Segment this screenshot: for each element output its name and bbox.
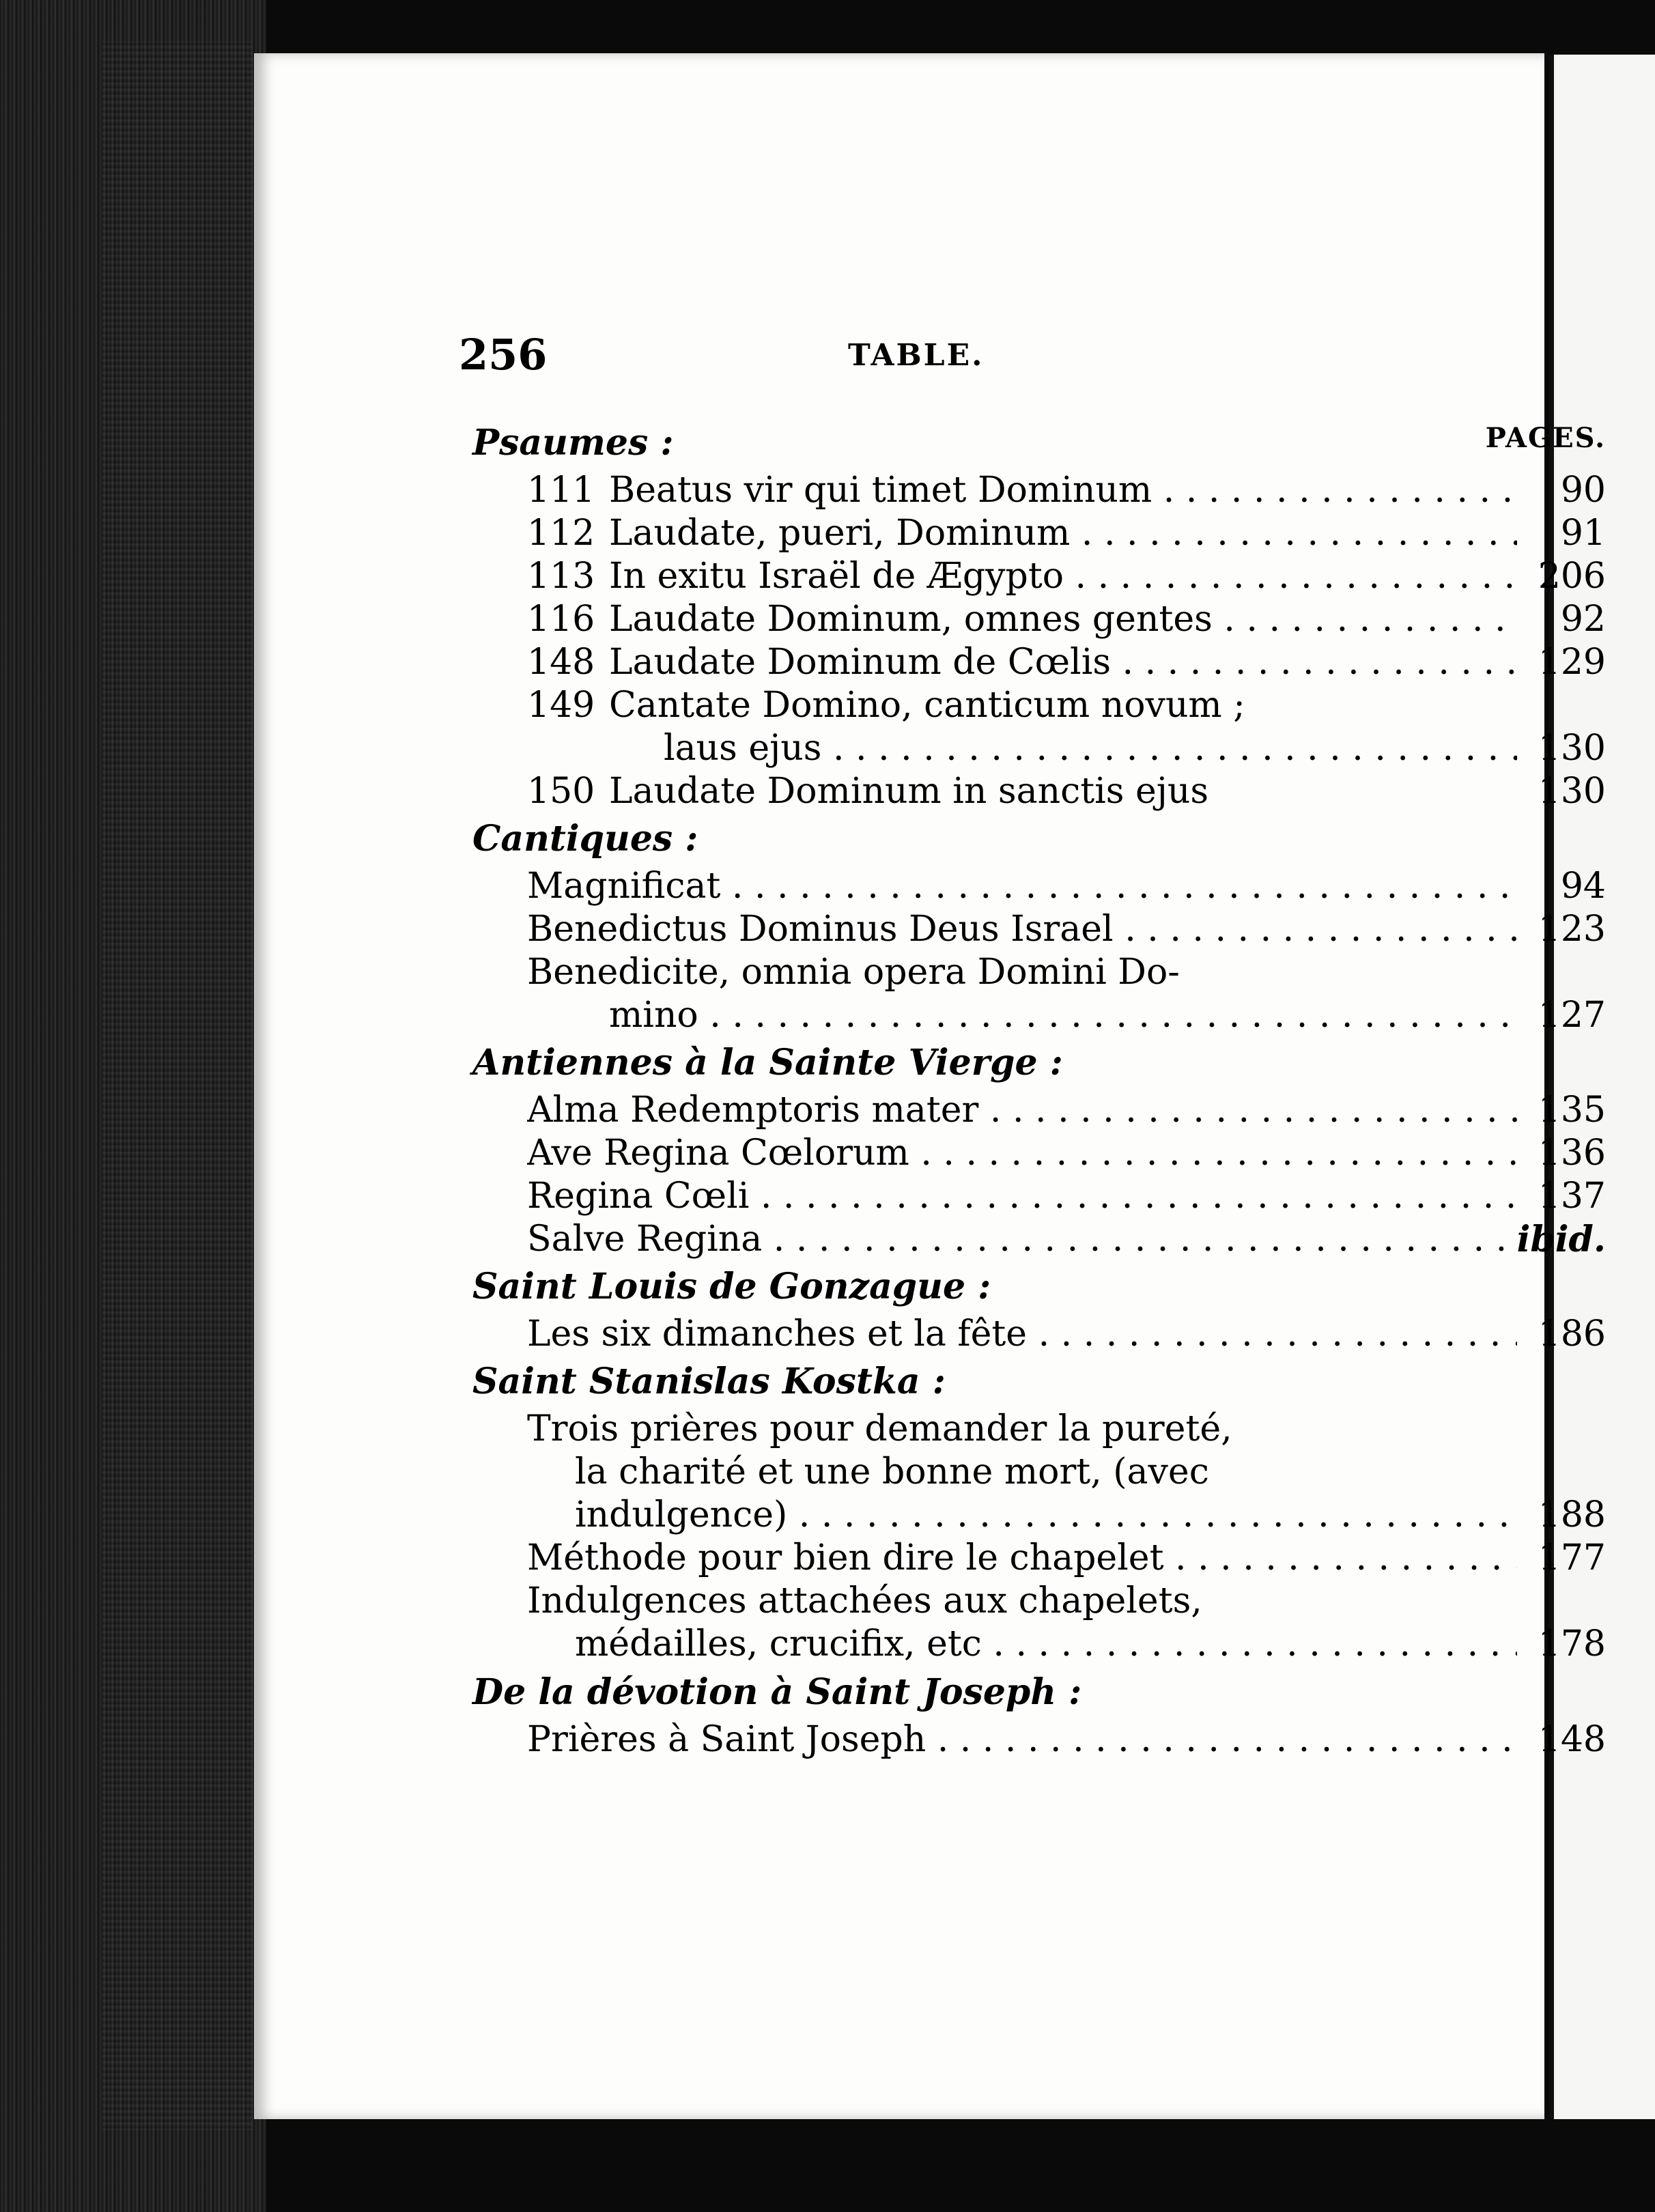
toc-entry — [472, 1090, 1606, 1133]
entry-label: Regina Cœli . . . — [527, 1176, 1517, 1217]
entry-page: 91 — [1560, 513, 1606, 554]
entry-label: Laudate Dominum, omnes gentes . . . — [609, 599, 1517, 640]
entry-page: 92 — [1560, 599, 1606, 640]
entry-label-continued: la charité et une bonne mort, (avec — [575, 1451, 1209, 1492]
entry-page: 123 — [1538, 909, 1606, 950]
entry-label-continued: mino . . . — [609, 995, 1517, 1036]
facing-page-edge — [1550, 55, 1655, 2119]
entry-page: 177 — [1538, 1537, 1606, 1578]
toc-entry — [472, 1133, 1606, 1176]
toc-entry — [472, 642, 1606, 685]
entry-page: 137 — [1538, 1176, 1606, 1217]
toc-entry — [472, 513, 1606, 556]
entry-label: Laudate Dominum in sanctis ejus — [609, 771, 1209, 812]
toc-entry — [472, 685, 1606, 728]
entry-label: Benedicite, omnia opera Domini Do- — [527, 952, 1180, 993]
psalm-number: 116 — [527, 599, 595, 640]
toc-entry-continued — [472, 728, 1606, 771]
entry-label: Salve Regina . . . — [527, 1219, 1510, 1260]
book-spine — [0, 0, 266, 2212]
toc-entry-continued — [472, 1451, 1606, 1495]
pages-column-label: PAGES. — [1485, 422, 1606, 454]
entry-label: Les six dimanches et la fête . . . — [527, 1314, 1517, 1355]
entry-page: 188 — [1538, 1494, 1606, 1535]
toc-entry — [472, 1219, 1606, 1262]
entry-page: 130 — [1538, 728, 1606, 769]
entry-label: In exitu Israël de Ægypto . . . — [609, 556, 1517, 597]
entry-label: Laudate Dominum de Cœlis . . . — [609, 642, 1517, 683]
section-heading-joseph: De la dévotion à Saint Joseph : — [472, 1671, 1082, 1713]
entry-label-continued: laus ejus . . . — [664, 728, 1517, 769]
toc-entry — [472, 771, 1606, 814]
toc-entry-continued — [472, 995, 1606, 1038]
toc-entry — [472, 1314, 1606, 1357]
entry-page: 129 — [1538, 642, 1606, 683]
entry-label: Alma Redemptoris mater . . . — [527, 1090, 1517, 1131]
psalm-number: 112 — [527, 513, 595, 554]
entry-label: Beatus vir qui timet Dominum . . . — [609, 470, 1517, 511]
toc-entry — [472, 1719, 1606, 1763]
entry-label: Laudate, pueri, Dominum . . . — [609, 513, 1517, 554]
toc-entry — [472, 556, 1606, 599]
entry-label: Ave Regina Cœlorum . . . — [527, 1133, 1517, 1174]
entry-label: Magnificat . . . — [527, 866, 1517, 907]
toc-entry — [472, 599, 1606, 642]
entry-label: Trois prières pour demander la pureté, — [527, 1408, 1232, 1449]
section-heading-cantiques: Cantiques : — [472, 818, 698, 860]
entry-label: Méthode pour bien dire le chapelet . . . — [527, 1537, 1517, 1578]
entry-page: 136 — [1538, 1133, 1606, 1174]
toc-entry — [472, 1176, 1606, 1219]
entry-label-continued: médailles, crucifix, etc . . . — [575, 1623, 1517, 1664]
toc-entry-continued — [472, 1623, 1606, 1667]
toc-entry — [472, 1580, 1606, 1624]
book-page — [254, 53, 1606, 2119]
entry-page: 178 — [1538, 1623, 1606, 1664]
entry-page: 206 — [1538, 556, 1606, 597]
psalm-number: 150 — [527, 771, 595, 812]
entry-label: Benedictus Dominus Deus Israel . . . — [527, 909, 1517, 950]
psalm-number: 148 — [527, 642, 595, 683]
toc-entry — [472, 952, 1606, 995]
entry-label: Indulgences attachées aux chapelets, — [527, 1580, 1202, 1621]
toc-entry — [472, 470, 1606, 513]
entry-page: 186 — [1538, 1314, 1606, 1355]
section-heading-psaumes: Psaumes : — [472, 422, 674, 464]
section-heading-antiennes: Antiennes à la Sainte Vierge : — [472, 1042, 1063, 1083]
page-header — [254, 330, 1544, 384]
toc-entry — [472, 1537, 1606, 1581]
entry-page: 148 — [1538, 1719, 1606, 1760]
section-heading-louis: Saint Louis de Gonzague : — [472, 1266, 991, 1307]
running-title: TABLE. — [848, 338, 985, 373]
entry-page: 130 — [1538, 771, 1606, 812]
entry-label-continued: indulgence) . . . — [575, 1494, 1517, 1535]
entry-page: ibid. — [1516, 1219, 1606, 1260]
entry-label: Prières à Saint Joseph . . . — [527, 1719, 1517, 1760]
entry-page: 90 — [1560, 470, 1606, 511]
toc-entry — [472, 909, 1606, 952]
page-number: 256 — [459, 330, 548, 380]
entry-page: 94 — [1560, 866, 1606, 907]
toc-entry — [472, 866, 1606, 909]
psalm-number: 149 — [527, 685, 595, 726]
toc-entry — [472, 1408, 1606, 1452]
section-heading-stanislas: Saint Stanislas Kostka : — [472, 1361, 946, 1402]
entry-page: 127 — [1538, 995, 1606, 1036]
entry-label: Cantate Domino, canticum novum ; — [609, 685, 1245, 726]
toc-entry-continued — [472, 1494, 1606, 1538]
psalm-number: 113 — [527, 556, 595, 597]
entry-page: 135 — [1538, 1090, 1606, 1131]
psalm-number: 111 — [527, 470, 595, 511]
